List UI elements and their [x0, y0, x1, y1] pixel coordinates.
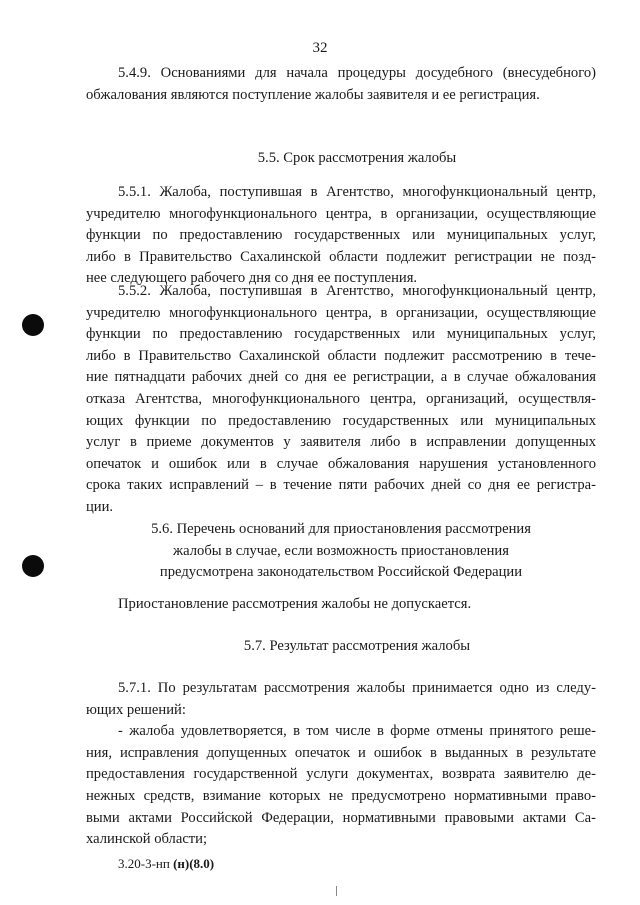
text-line: нее следующего рабочего дня со дня ее поступления.	[86, 270, 418, 287]
heading-text: жалобы в случае, если возможность приостановления	[173, 542, 509, 559]
text-line: Приостановление рассмотрения жалобы не допускается.	[118, 596, 472, 612]
section-heading-5-7	[118, 636, 596, 658]
text-line: опечаток и ошибок или в случае обжалования нарушения установленного	[86, 455, 596, 472]
text-line: 5.7.1. По результатам рассмотрения жалобы принимается одно из следу-	[118, 680, 596, 696]
section-heading-5-6	[102, 519, 580, 584]
text-line: - жалоба удовлетворяется, в том числе в форме отмены принятого реше-	[118, 723, 596, 740]
text-line: услуг в приеме документов у заявителя либо в исправлении допущенных	[86, 434, 596, 451]
text-line: либо в Правительство Сахалинской области подлежит рассмотрению в тече-	[86, 347, 596, 364]
paragraph-5-4-9	[86, 63, 596, 106]
section-heading-5-5	[118, 148, 596, 170]
document-code: 3.20-3-нп	[118, 856, 170, 871]
text-line: функции по предоставлению государственных или муниципальных услуг,	[86, 326, 596, 343]
paragraph-5-5-1	[86, 182, 596, 290]
text-line: предоставления государственной услуги документах, возврата заявителю де-	[86, 766, 596, 783]
text-line: ние пятнадцати рабочих дней со дня ее регистрации, а в случае обжалования	[86, 369, 596, 386]
heading-text: 5.7. Результат рассмотрения жалобы	[243, 638, 471, 654]
text-line: 5.5.2. Жалоба, поступившая в Агентство, многофункциональный центр,	[118, 283, 596, 299]
text-line: ции.	[86, 498, 114, 515]
text-line: учредителю многофункционального центра, в организации, осуществляющие	[86, 205, 596, 222]
paragraph-5-7-1	[86, 678, 596, 851]
document-code-suffix: (н)(8.0)	[173, 856, 215, 871]
text-line: функции по предоставлению государственных или муниципальных услуг,	[86, 227, 596, 244]
page-number: 32	[312, 40, 328, 56]
text-line: либо в Правительство Сахалинской области подлежит регистрации не позд-	[86, 248, 596, 265]
paragraph-5-5-2	[86, 281, 596, 519]
punch-hole-bottom	[22, 555, 44, 577]
text-line: 5.5.1. Жалоба, поступившая в Агентство, многофункциональный центр,	[118, 184, 596, 200]
text-line: выми актами Российской Федерации, нормативными правовыми актами Са-	[86, 809, 596, 826]
text-line: ющих решений:	[86, 701, 186, 718]
text-line: отказа Агентства, многофункционального центра, организаций, осуществля-	[86, 390, 596, 407]
text-line: срока таких исправлений – в течение пяти рабочих дней со дня ее регистра-	[86, 477, 596, 494]
heading-text: 5.5. Срок рассмотрения жалобы	[257, 150, 457, 166]
text-line: нежных средств, взимание которых не предусмотрено нормативными право-	[86, 787, 596, 804]
text-line: ния, исправления допущенных опечаток и ошибок в выданных в результате	[86, 744, 596, 761]
document-code-footer	[118, 856, 214, 872]
text-line: 5.4.9. Основаниями для начала процедуры досудебного (внесудебного)	[118, 65, 596, 81]
text-line: ющих функции по предоставлению государственных или муниципальных	[86, 412, 596, 429]
text-line: учредителю многофункционального центра, в организации, осуществляющие	[86, 304, 596, 321]
heading-text: предусмотрена законодательством Российской Федерации	[159, 564, 523, 581]
text-line: халинской области;	[86, 831, 208, 848]
text-line: обжалования являются поступление жалобы заявителя и ее регистрация.	[86, 86, 540, 103]
scan-mark	[336, 886, 337, 896]
heading-text: 5.6. Перечень оснований для приостановления рассмотрения	[151, 521, 531, 537]
punch-hole-top	[22, 314, 44, 336]
paragraph-5-6	[118, 594, 596, 616]
